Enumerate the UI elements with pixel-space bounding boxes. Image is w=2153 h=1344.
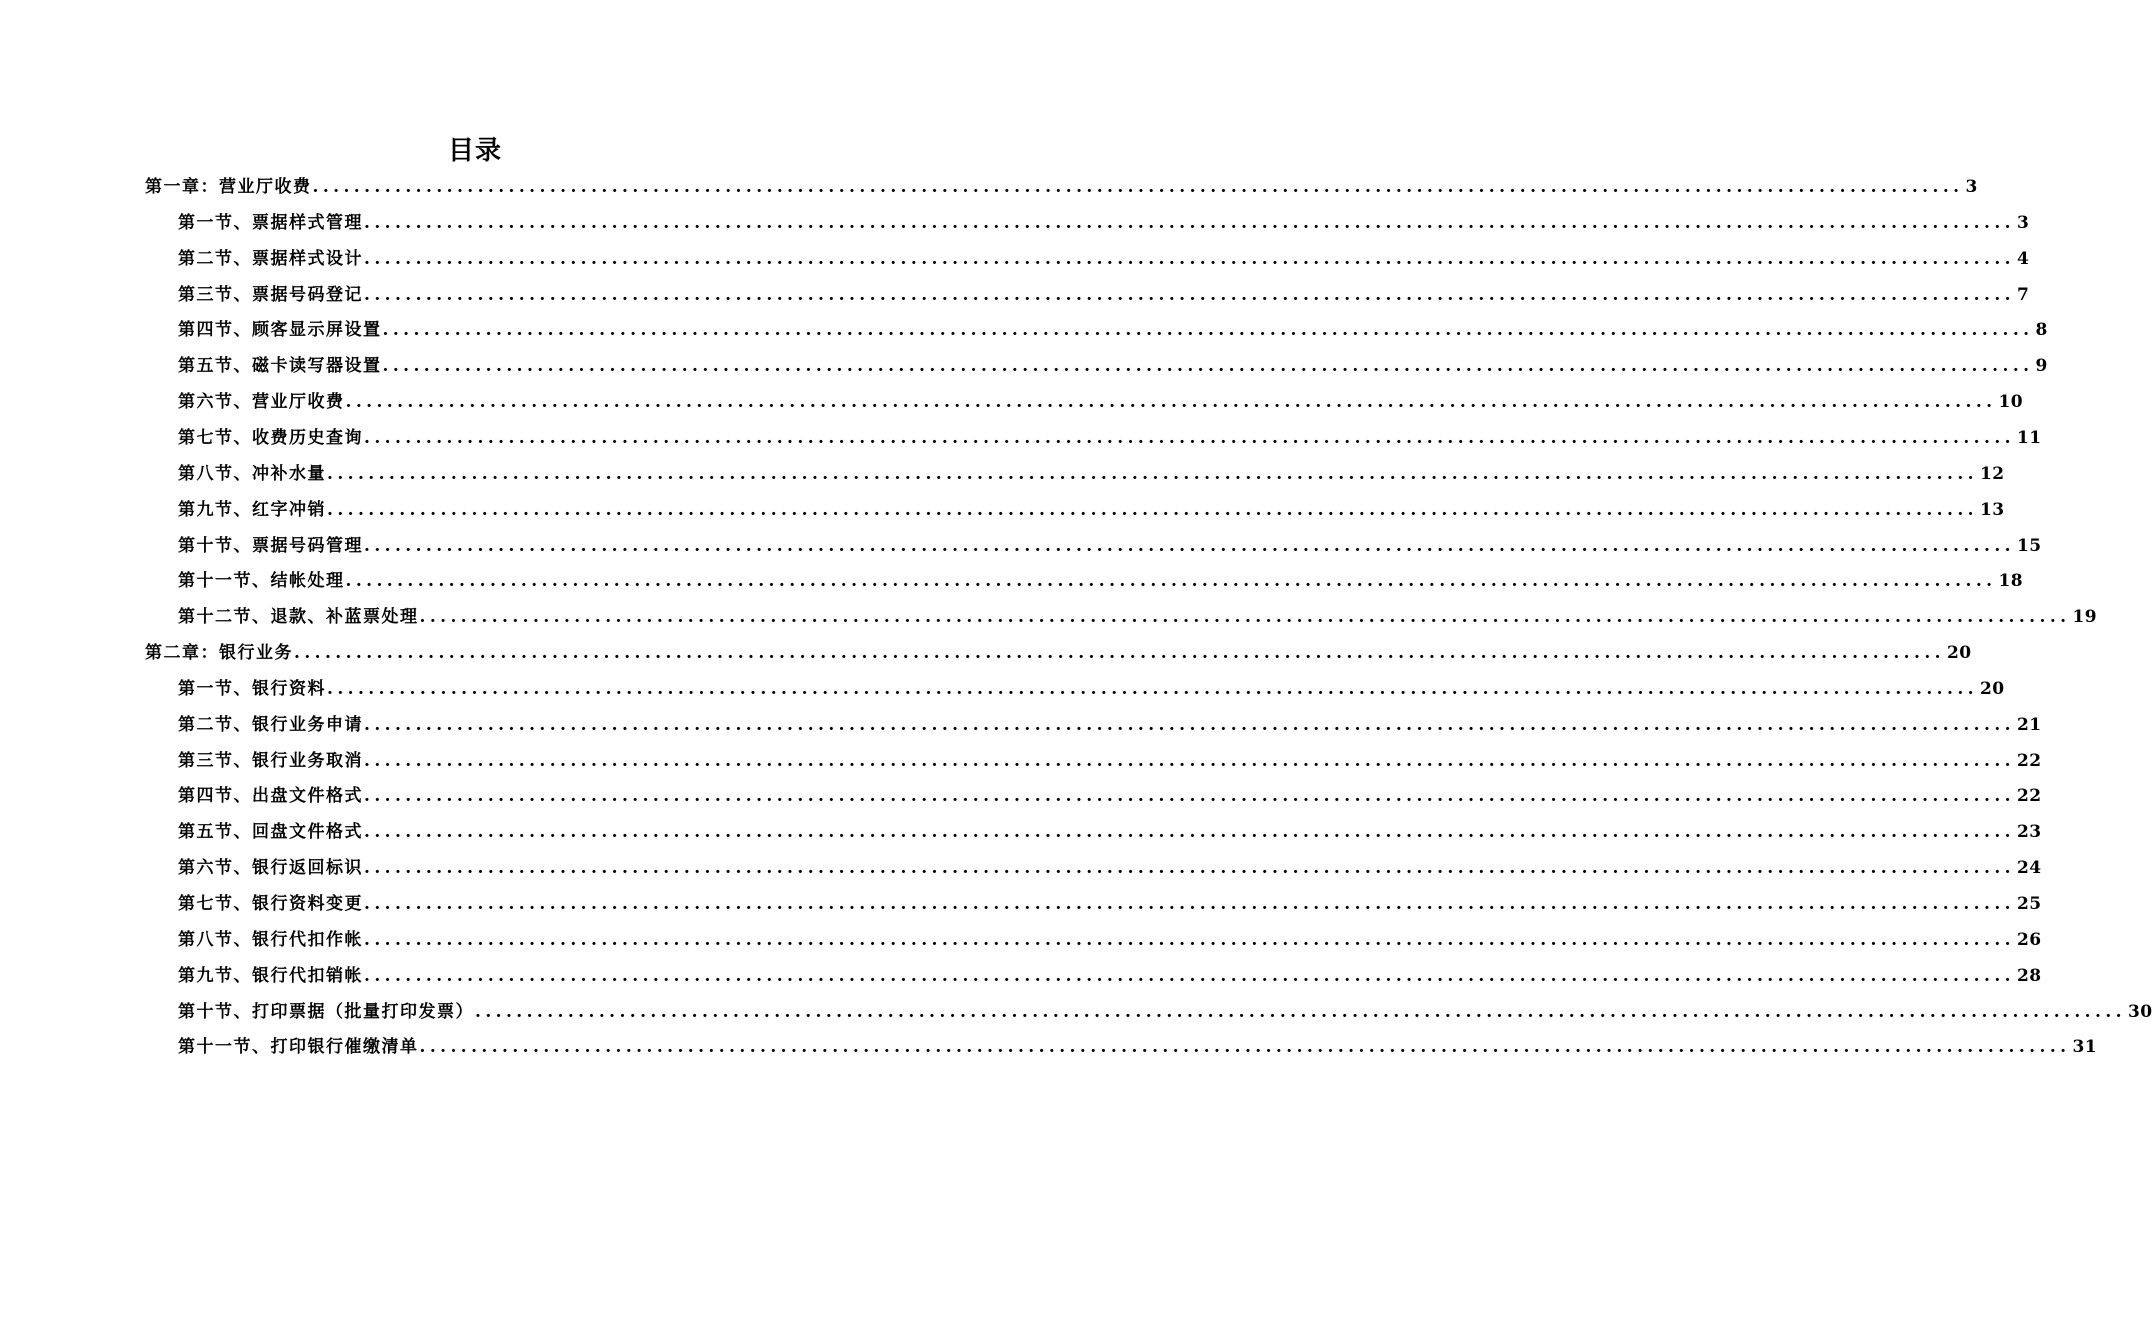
toc-entry-label: 第九节、红字冲销 — [178, 499, 326, 520]
toc-dot-leader: ................................................................................................................................................................ — [475, 1001, 2126, 1022]
toc-dot-leader: ................................................................................................................................................................ — [364, 858, 2015, 879]
toc-dot-leader: ................................................................................................................................................................ — [382, 320, 2034, 341]
toc-page-number: 20 — [1979, 678, 2005, 699]
toc-page-number: 31 — [2072, 1037, 2098, 1058]
toc-section-entry[interactable] — [178, 278, 2030, 312]
toc-page-number: 25 — [2016, 894, 2042, 914]
toc-page-number: 26 — [2016, 929, 2042, 950]
toc-section-entry[interactable] — [178, 457, 2005, 491]
toc-section-entry[interactable] — [178, 672, 2005, 706]
toc-section-entry[interactable] — [178, 529, 2042, 563]
toc-dot-leader: ................................................................................................................................................................ — [364, 212, 2015, 233]
toc-dot-leader: ................................................................................................................................................................ — [364, 427, 2015, 448]
toc-page-number: 8 — [2035, 320, 2048, 341]
toc-dot-leader: ................................................................................................................................................................ — [364, 929, 2015, 950]
toc-entry-label: 第十节、打印票据（批量打印发票） — [178, 1001, 474, 1022]
toc-page-number: 4 — [2016, 248, 2030, 269]
toc-page-number: 28 — [2016, 965, 2042, 986]
toc-entry-label: 第五节、回盘文件格式 — [178, 822, 363, 843]
toc-page-number: 9 — [2035, 356, 2048, 377]
toc-page-number: 7 — [2016, 284, 2030, 305]
toc-page-number: 3 — [2016, 212, 2030, 233]
toc-section-entry[interactable] — [178, 600, 2098, 634]
toc-page-number: 30 — [2127, 1001, 2153, 1022]
toc-dot-leader: ................................................................................................................................................................ — [364, 894, 2015, 914]
toc-section-entry[interactable] — [178, 493, 2005, 527]
toc-entry-label: 第六节、银行返回标识 — [178, 858, 363, 879]
toc-page-number: 11 — [2016, 427, 2042, 448]
toc-page-number: 23 — [2016, 822, 2042, 843]
toc-page-number: 21 — [2016, 714, 2042, 735]
toc-dot-leader: ................................................................................................................................................................ — [294, 643, 1945, 664]
toc-dot-leader: ................................................................................................................................................................ — [364, 786, 2015, 807]
toc-page-number: 24 — [2016, 858, 2042, 879]
toc-dot-leader: ................................................................................................................................................................ — [364, 248, 2015, 269]
toc-entry-label: 第六节、营业厅收费 — [178, 392, 345, 413]
toc-section-entry[interactable] — [178, 708, 2042, 742]
toc-dot-leader: ................................................................................................................................................................ — [327, 463, 1978, 484]
toc-section-entry[interactable] — [178, 851, 2042, 885]
toc-section-entry[interactable] — [178, 815, 2042, 849]
toc-entry-label: 第一章：营业厅收费 — [145, 177, 312, 197]
toc-page-number: 22 — [2016, 750, 2042, 771]
toc-section-entry[interactable] — [178, 242, 2030, 276]
toc-section-entry[interactable] — [178, 959, 2042, 993]
toc-dot-leader: ................................................................................................................................................................ — [327, 678, 1978, 699]
toc-section-entry[interactable] — [178, 779, 2042, 813]
toc-entry-label: 第八节、冲补水量 — [178, 463, 326, 484]
toc-entry-label: 第九节、银行代扣销帐 — [178, 965, 363, 986]
toc-entry-label: 第七节、收费历史查询 — [178, 427, 363, 448]
toc-entry-label: 第一节、票据样式管理 — [178, 212, 363, 233]
toc-page-number: 15 — [2016, 535, 2042, 556]
toc-section-entry[interactable] — [178, 995, 2153, 1029]
toc-page-number: 10 — [1998, 392, 2024, 413]
toc-section-entry[interactable] — [178, 744, 2042, 778]
toc-entry-label: 第四节、出盘文件格式 — [178, 786, 363, 807]
toc-chapter-entry[interactable] — [145, 170, 1978, 204]
toc-section-entry[interactable] — [178, 385, 2024, 419]
toc-entry-label: 第二节、银行业务申请 — [178, 714, 363, 735]
toc-section-entry[interactable] — [178, 349, 2048, 383]
toc-entry-label: 第十节、票据号码管理 — [178, 535, 363, 556]
toc-section-entry[interactable] — [178, 313, 2048, 347]
toc-page-number: 22 — [2016, 786, 2042, 807]
toc-dot-leader: ................................................................................................................................................................ — [364, 965, 2015, 986]
toc-dot-leader: ................................................................................................................................................................ — [419, 1037, 2071, 1058]
toc-dot-leader: ................................................................................................................................................................ — [364, 750, 2015, 771]
toc-entry-label: 第三节、银行业务取消 — [178, 750, 363, 771]
toc-dot-leader: ................................................................................................................................................................ — [327, 499, 1978, 520]
toc-dot-leader: ................................................................................................................................................................ — [382, 356, 2034, 377]
toc-title: 目录 — [447, 136, 502, 166]
toc-entry-label: 第十二节、退款、补蓝票处理 — [178, 607, 419, 628]
toc-page-number: 13 — [1979, 499, 2005, 520]
toc-entry-label: 第八节、银行代扣作帐 — [178, 929, 363, 950]
toc-entry-label: 第十一节、打印银行催缴清单 — [178, 1037, 419, 1058]
toc-section-entry[interactable] — [178, 421, 2042, 455]
toc-section-entry[interactable] — [178, 887, 2042, 921]
toc-page-number: 12 — [1979, 463, 2005, 484]
toc-dot-leader: ................................................................................................................................................................ — [364, 822, 2015, 843]
toc-chapter-entry[interactable] — [145, 636, 1972, 670]
toc-page-number: 19 — [2072, 607, 2098, 628]
toc-section-entry[interactable] — [178, 206, 2030, 240]
toc-section-entry[interactable] — [178, 1030, 2098, 1064]
toc-dot-leader: ................................................................................................................................................................ — [312, 177, 1964, 197]
toc-dot-leader: ................................................................................................................................................................ — [345, 392, 1997, 413]
toc-page-number: 18 — [1998, 571, 2024, 592]
toc-page-number: 3 — [1965, 177, 1978, 197]
toc-entry-label: 第五节、磁卡读写器设置 — [178, 356, 382, 377]
toc-entry-label: 第三节、票据号码登记 — [178, 284, 363, 305]
toc-entry-label: 第二章：银行业务 — [145, 643, 293, 664]
toc-entry-label: 第四节、顾客显示屏设置 — [178, 320, 382, 341]
toc-dot-leader: ................................................................................................................................................................ — [364, 535, 2015, 556]
toc-entry-label: 第一节、银行资料 — [178, 678, 326, 699]
toc-dot-leader: ................................................................................................................................................................ — [419, 607, 2071, 628]
toc-section-entry[interactable] — [178, 923, 2042, 957]
toc-dot-leader: ................................................................................................................................................................ — [364, 714, 2015, 735]
toc-page-number: 20 — [1946, 643, 1972, 664]
toc-entry-label: 第二节、票据样式设计 — [178, 248, 363, 269]
toc-dot-leader: ................................................................................................................................................................ — [345, 571, 1997, 592]
toc-dot-leader: ................................................................................................................................................................ — [364, 284, 2015, 305]
toc-section-entry[interactable] — [178, 564, 2024, 598]
toc-entry-label: 第七节、银行资料变更 — [178, 894, 363, 914]
toc-entry-label: 第十一节、结帐处理 — [178, 571, 345, 592]
